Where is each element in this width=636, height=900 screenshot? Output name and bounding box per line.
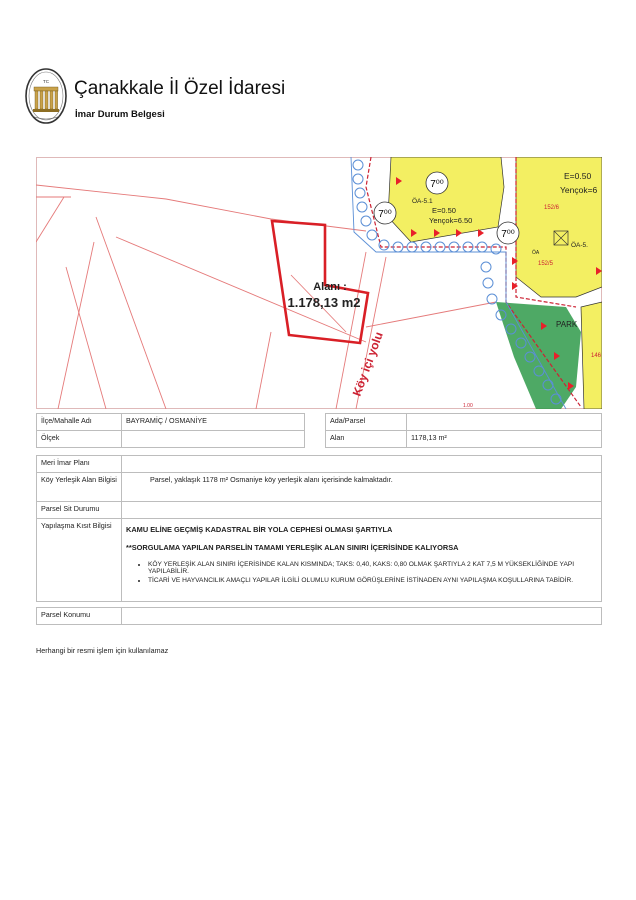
svg-text:7⁰⁰: 7⁰⁰ [378,209,392,220]
svg-text:152/6: 152/6 [544,205,560,211]
svg-text:146: 146 [591,353,602,359]
table-row [37,608,602,625]
header [24,66,424,130]
meri-imar-plani-label: Meri İmar Planı [37,456,122,473]
condition-heading-1: KAMU ELİNE GEÇMİŞ KADASTRAL BİR YOLA CEPHESİ OLMASI ŞARTIYLA [126,525,393,534]
parsel-sit-value [122,502,602,519]
disclaimer-text: Herhangi bir resmi işlem için kullanılamaz [36,646,169,655]
yapilasma-value [122,519,602,602]
parcel-area-label-1: Alanı : [313,281,347,293]
parsel-konumu-value [122,608,602,625]
table-row [37,456,602,473]
table-row [37,431,602,448]
svg-text:152/5: 152/5 [538,261,554,267]
koy-yerlesik-value: Parsel, yaklaşık 1178 m² Osmaniye köy yerleşik alanı içerisinde kalmaktadır. [122,473,602,502]
parsel-sit-label: Parsel Sit Durumu [37,502,122,519]
svg-text:E=0.50: E=0.50 [432,206,456,215]
svg-text:7⁰⁰: 7⁰⁰ [430,179,444,190]
district-value: BAYRAMİÇ / OSMANİYE [122,414,305,431]
table-row [37,519,602,602]
svg-text:Yençok=6.50: Yençok=6.50 [429,216,473,225]
condition-heading-2: **SORGULAMA YAPILAN PARSELİN TAMAMI YERLEŞİK ALAN SINIRI İÇERİSİNDE KALIYORSA [126,543,459,552]
parsel-konumu-label: Parsel Konumu [37,608,122,625]
scale-label: Ölçek [37,431,122,448]
condition-list [126,561,597,584]
parcel-id-table [36,413,602,448]
table-row [37,502,602,519]
area-label: Alan [326,431,407,448]
ada-parsel-value [407,414,602,431]
svg-text:1.00: 1.00 [463,403,473,409]
table-row [37,414,602,431]
parcel-location-table [36,607,602,625]
meri-imar-plani-value [122,456,602,473]
svg-text:ÖA-5.: ÖA-5. [571,242,588,249]
svg-text:7⁰⁰: 7⁰⁰ [501,229,515,240]
institution-logo [24,66,68,126]
ada-parsel-label: Ada/Parsel [326,414,407,431]
svg-text:PARK: PARK [556,320,578,329]
district-label: İlçe/Mahalle Adı [37,414,122,431]
scale-value [122,431,305,448]
table-row [37,473,602,502]
svg-text:E=0.50: E=0.50 [564,171,592,181]
koy-yerlesik-label: Köy Yerleşik Alan Bilgisi [37,473,122,502]
zoning-info-table [36,455,602,602]
svg-text:TC: TC [43,79,49,84]
svg-text:ÖA-5.1: ÖA-5.1 [412,198,433,205]
svg-text:ÖA: ÖA [532,250,540,256]
list-item: • TİCARİ VE HAYVANCILIK AMAÇLI YAPILAR İLGİLİ OLUMLU KURUM GÖRÜŞLERİNE İSTİNADEN AYNI YAPILAŞMA KOŞULLARINA TABİDİR. [148,577,597,584]
area-value: 1178,13 m² [407,431,602,448]
list-item: • KÖY YERLEŞİK ALAN SINIRI İÇERİSİNDE KALAN KISMINDA; TAKS: 0,40, KAKS: 0,80 OLMAK ŞARTIYLA 2 KAT 7,5 M YÜKSEKLİĞİNDE YAPI YAPILABİLİR. [148,561,597,575]
zoning-map-drawing [36,157,602,409]
yapilasma-label: Yapılaşma Kısıt Bilgisi [37,519,122,602]
road-label: Köy içi yolu [349,329,386,399]
zoning-map [36,157,602,409]
organization-name: Çanakkale İl Özel İdaresi [74,78,286,99]
parcel-area-label-2: 1.178,13 m2 [287,295,361,310]
svg-text:Yençok=6: Yençok=6 [560,185,598,195]
document-title: İmar Durum Belgesi [75,109,165,120]
